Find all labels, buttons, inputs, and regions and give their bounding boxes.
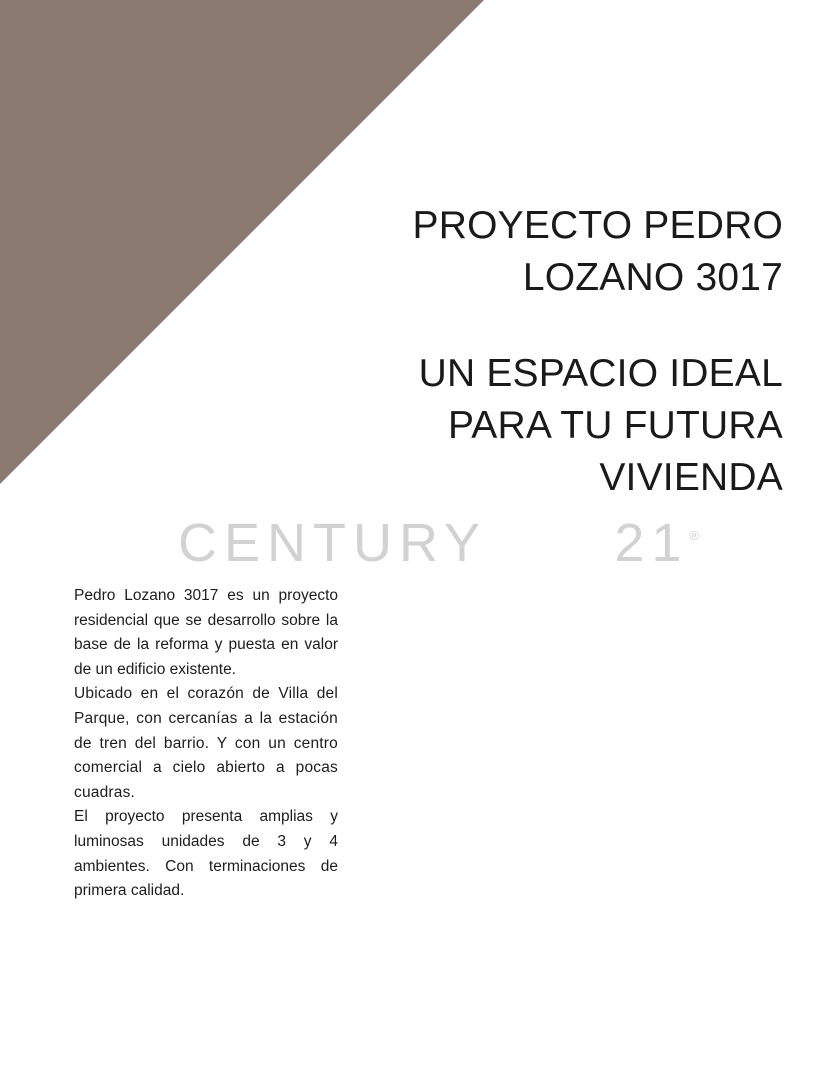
century21-watermark	[178, 508, 698, 573]
headline-line-5: VIVIENDA	[599, 456, 783, 499]
body-paragraph-1: Pedro Lozano 3017 es un proyecto residencial que se desarrollo sobre la base de la reforma y puesta en valor de un edificio existente.	[74, 587, 338, 678]
headline-spacer	[323, 304, 783, 348]
headline-line-1: PROYECTO PEDRO	[412, 204, 783, 247]
watermark-number-text: 21	[614, 513, 689, 573]
body-paragraph-3: El proyecto presenta amplias y luminosas unidades de 3 y 4 ambientes. Con terminaciones de primera calidad.	[74, 808, 338, 900]
registered-trademark-icon: ®	[689, 528, 699, 543]
headline-line-3: UN ESPACIO IDEAL	[418, 352, 783, 395]
headline-line-2: LOZANO 3017	[522, 256, 783, 299]
body-paragraph-2: Ubicado en el corazón de Villa del Parque, con cercanías a la estación de tren del barrio. Y con un centro comercial a cielo abierto a pocas cuadras.	[74, 685, 338, 801]
headline-line-4: PARA TU FUTURA	[447, 404, 783, 447]
headline-block	[323, 200, 783, 504]
watermark-brand-number	[614, 508, 698, 573]
watermark-brand-word: CENTURY	[178, 513, 488, 573]
body-text-column	[74, 584, 338, 904]
